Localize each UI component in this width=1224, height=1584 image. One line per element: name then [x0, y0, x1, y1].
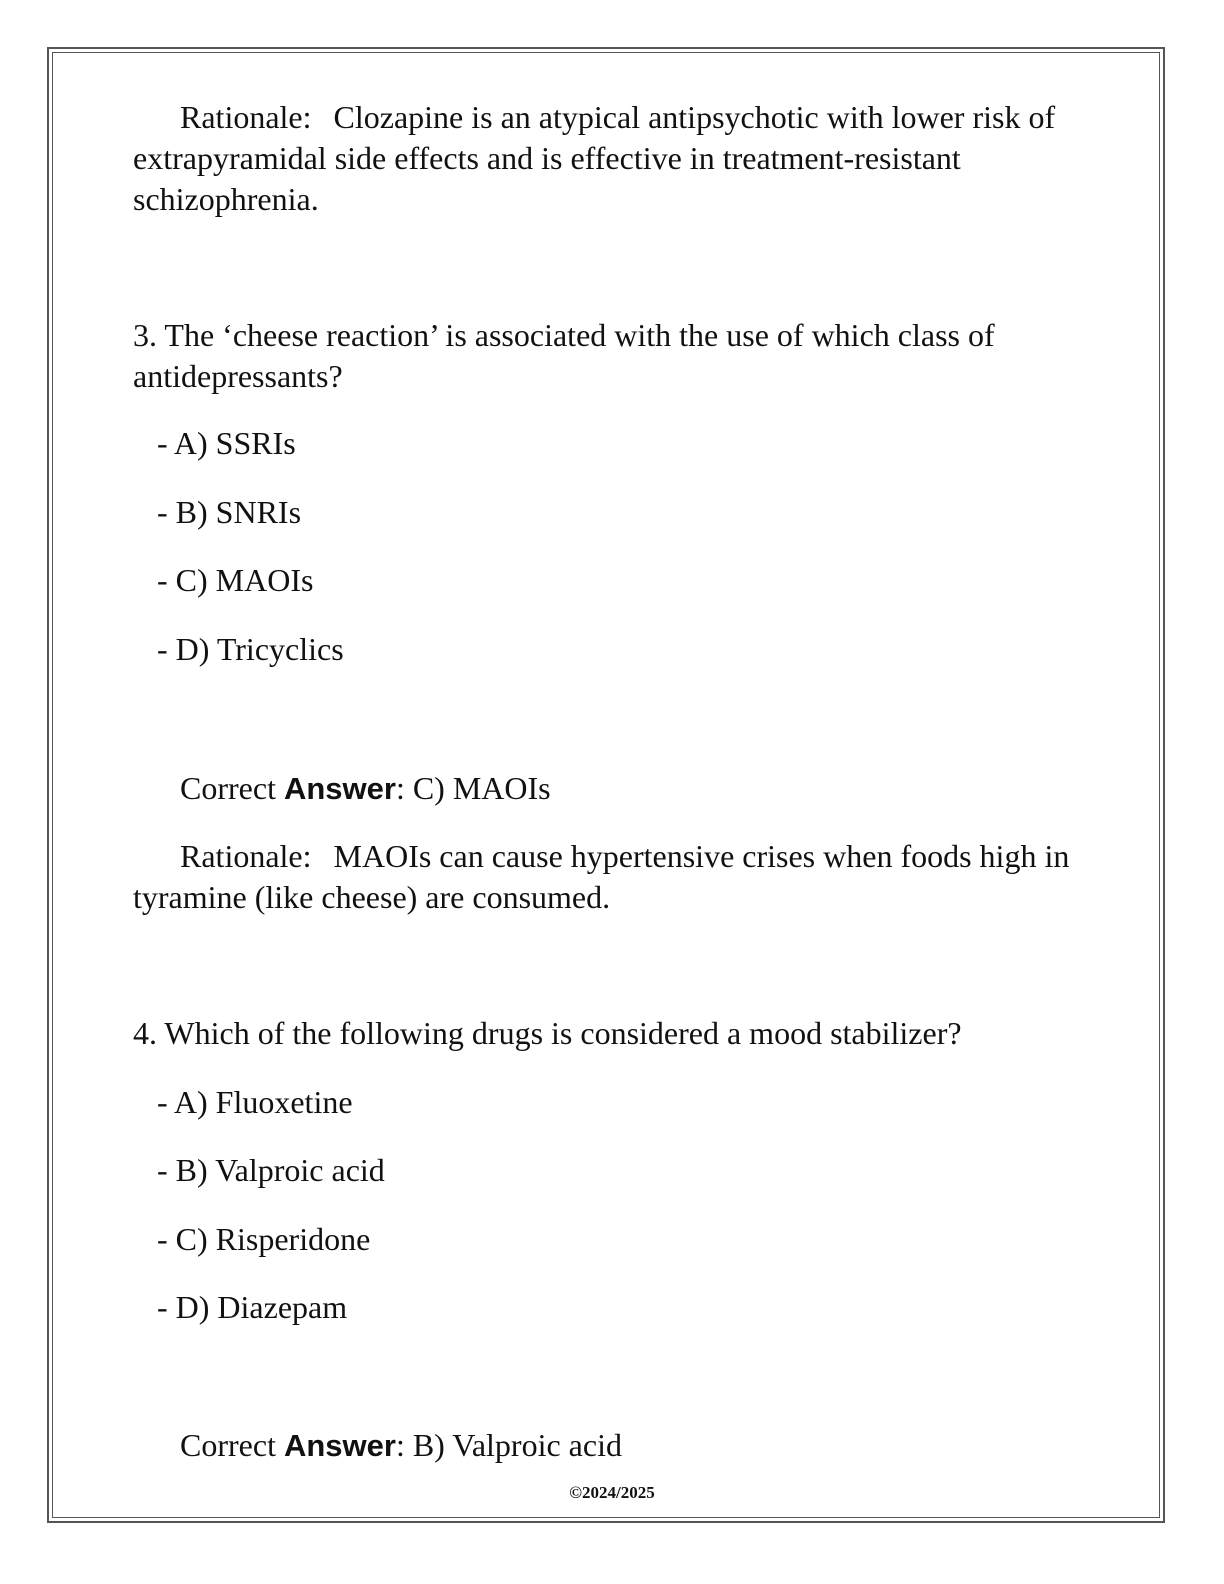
q4-option-d: - D) Diazepam [157, 1289, 348, 1325]
q3-rationale [133, 836, 1073, 918]
rationale-label: Rationale: [180, 838, 312, 874]
q4-correct-answer [133, 1425, 1073, 1466]
q4-option-b: - B) Valproic acid [157, 1152, 385, 1188]
answer-word: Answer [283, 771, 396, 806]
correct-prefix: Correct [180, 770, 276, 806]
q2-rationale [133, 97, 1073, 220]
q3-option-b: - B) SNRIs [157, 494, 302, 530]
q3-option-d: - D) Tricyclics [157, 631, 344, 667]
correct-value: : B) Valproic acid [395, 1427, 622, 1463]
q4-option-a: - A) Fluoxetine [157, 1084, 353, 1120]
correct-value: : C) MAOIs [395, 770, 551, 806]
q4-question: 4. Which of the following drugs is considered a mood stabilizer? [133, 1015, 962, 1051]
rationale-text: Clozapine is an atypical antipsychotic with lower risk of extrapyramidal side effects and is effective in treatment-resistant schizophrenia. [133, 99, 1056, 217]
q3-option-a: - A) SSRIs [157, 425, 296, 461]
q4-option-c: - C) Risperidone [157, 1221, 371, 1257]
q3-option-c: - C) MAOIs [157, 562, 314, 598]
rationale-label: Rationale: [180, 99, 312, 135]
q3-question: 3. The ‘cheese reaction’ is associated with the use of which class of antidepressants? [133, 317, 995, 394]
q3-correct-answer [133, 768, 1073, 809]
rationale-text: MAOIs can cause hypertensive crises when foods high in tyramine (like cheese) are consumed. [133, 838, 1070, 915]
answer-word: Answer [283, 1428, 396, 1463]
copyright-footer: ©2024/2025 [569, 1483, 655, 1502]
correct-prefix: Correct [180, 1427, 276, 1463]
